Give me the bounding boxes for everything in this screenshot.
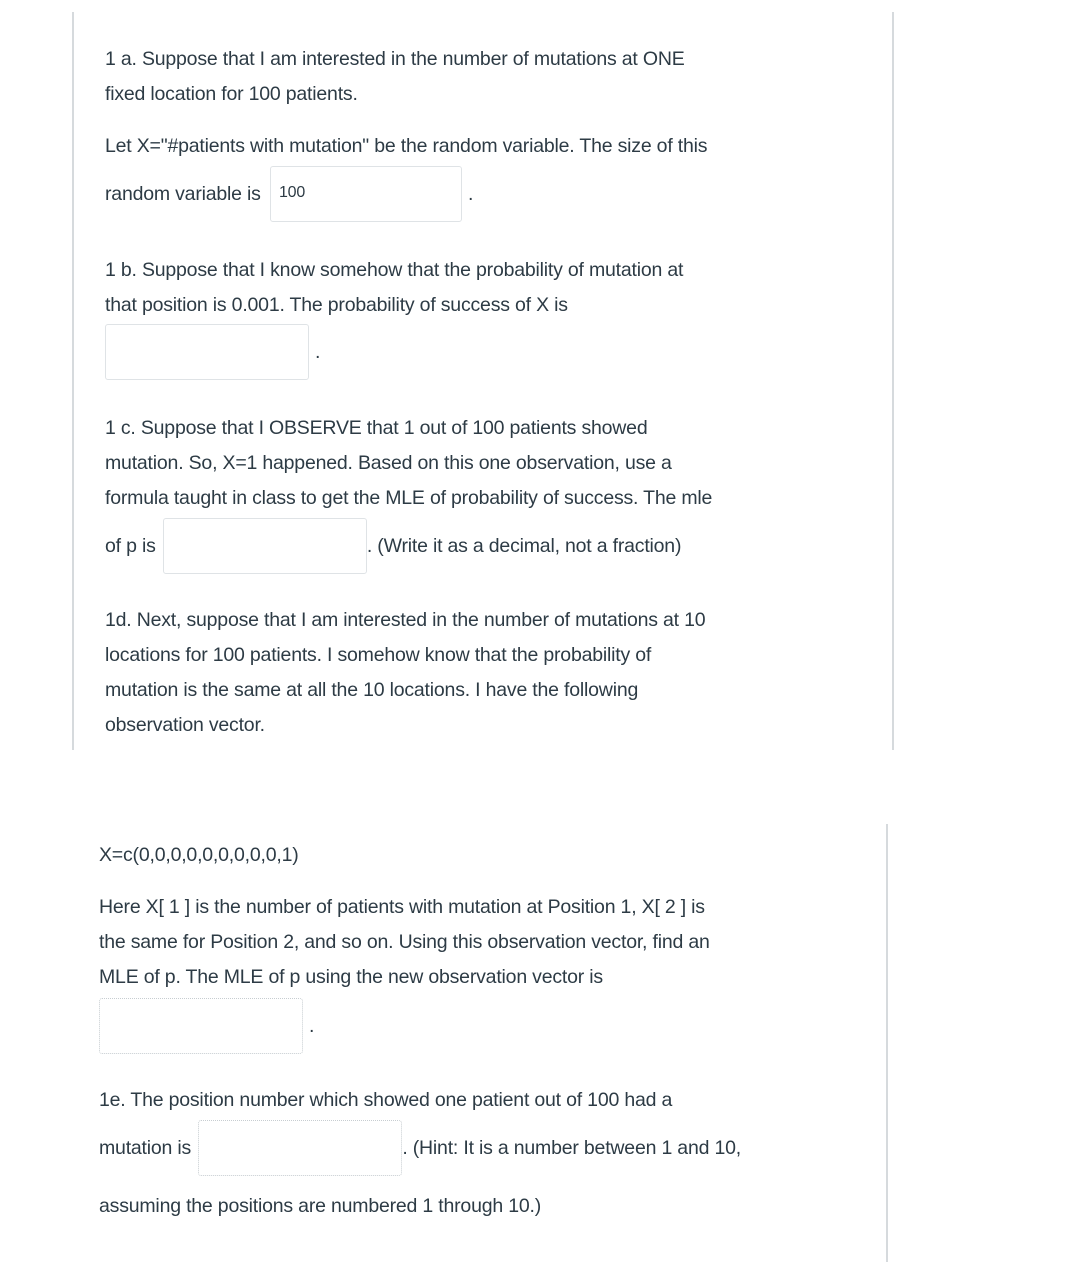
question-1d-text-line6: the same for Position 2, and so on. Using this observation vector, find an — [99, 931, 710, 953]
question-1e-answer-row — [99, 1120, 741, 1176]
question-1d-text-line7: MLE of p. The MLE of p using the new observation vector is — [99, 966, 603, 988]
question-1a-answer-input[interactable]: 100 — [270, 166, 462, 222]
question-1d-answer-suffix: . — [309, 1015, 315, 1037]
question-1b-answer-row — [105, 324, 320, 380]
question-1a-answer-suffix: . — [467, 183, 474, 205]
question-1b-text-line2: that position is 0.001. The probability of success of X is — [105, 294, 568, 316]
question-1a-variable-text — [105, 129, 707, 164]
question-1c-text-line3: formula taught in class to get the MLE of probability of success. The mle — [105, 487, 713, 509]
question-1a-text-line3: Let X="#patients with mutation" be the random variable. The size of this — [105, 135, 708, 157]
question-1a-text-line1: 1 a. Suppose that I am interested in the number of mutations at ONE — [105, 48, 685, 70]
question-1d-text-line3: mutation is the same at all the 10 locations. I have the following — [105, 679, 639, 701]
question-1d-text-line5: Here X[ 1 ] is the number of patients with mutation at Position 1, X[ 2 ] is — [99, 896, 705, 918]
question-1d — [105, 603, 705, 743]
question-1b-answer-suffix: . — [315, 341, 321, 363]
question-1b — [105, 253, 683, 323]
question-1e-footer — [99, 1189, 541, 1224]
question-1e-text-line1: 1e. The position number which showed one patient out of 100 had a — [99, 1089, 673, 1111]
observation-vector-text: X=c(0,0,0,0,0,0,0,0,0,1) — [99, 844, 299, 866]
question-1e-text-line3: assuming the positions are numbered 1 through 10.) — [99, 1195, 542, 1217]
question-1b-text-line1: 1 b. Suppose that I know somehow that the probability of mutation at — [105, 259, 684, 281]
question-1b-answer-input[interactable] — [105, 324, 309, 380]
question-1e-answer-suffix: . (Hint: It is a number between 1 and 10, — [402, 1137, 741, 1159]
question-1a — [105, 42, 685, 112]
question-1d-text-line4: observation vector. — [105, 714, 265, 736]
question-1e-answer-input[interactable] — [198, 1120, 402, 1176]
question-1c-answer-suffix: . (Write it as a decimal, not a fraction) — [366, 535, 682, 557]
question-1c-answer-prefix: of p is — [105, 535, 156, 557]
question-1c-text-line1: 1 c. Suppose that I OBSERVE that 1 out of 100 patients showed — [105, 417, 648, 439]
question-1e-answer-prefix: mutation is — [99, 1137, 192, 1159]
question-1d-text-line2: locations for 100 patients. I somehow know that the probability of — [105, 644, 652, 666]
observation-vector — [99, 838, 299, 873]
question-1a-answer-prefix: random variable is — [105, 183, 261, 205]
question-1a-answer-row — [105, 166, 473, 222]
question-1d-answer-input[interactable] — [99, 998, 303, 1054]
question-1c — [105, 411, 712, 516]
question-1d-text-line1: 1d. Next, suppose that I am interested in the number of mutations at 10 — [105, 609, 706, 631]
question-1c-answer-input[interactable] — [163, 518, 367, 574]
question-1a-text-line2: fixed location for 100 patients. — [105, 83, 358, 105]
question-1d-answer-row — [99, 998, 314, 1054]
question-1e — [99, 1083, 672, 1118]
question-1d-continued — [99, 890, 710, 995]
question-1c-text-line2: mutation. So, X=1 happened. Based on this one observation, use a — [105, 452, 672, 474]
question-1c-answer-row — [105, 518, 681, 574]
